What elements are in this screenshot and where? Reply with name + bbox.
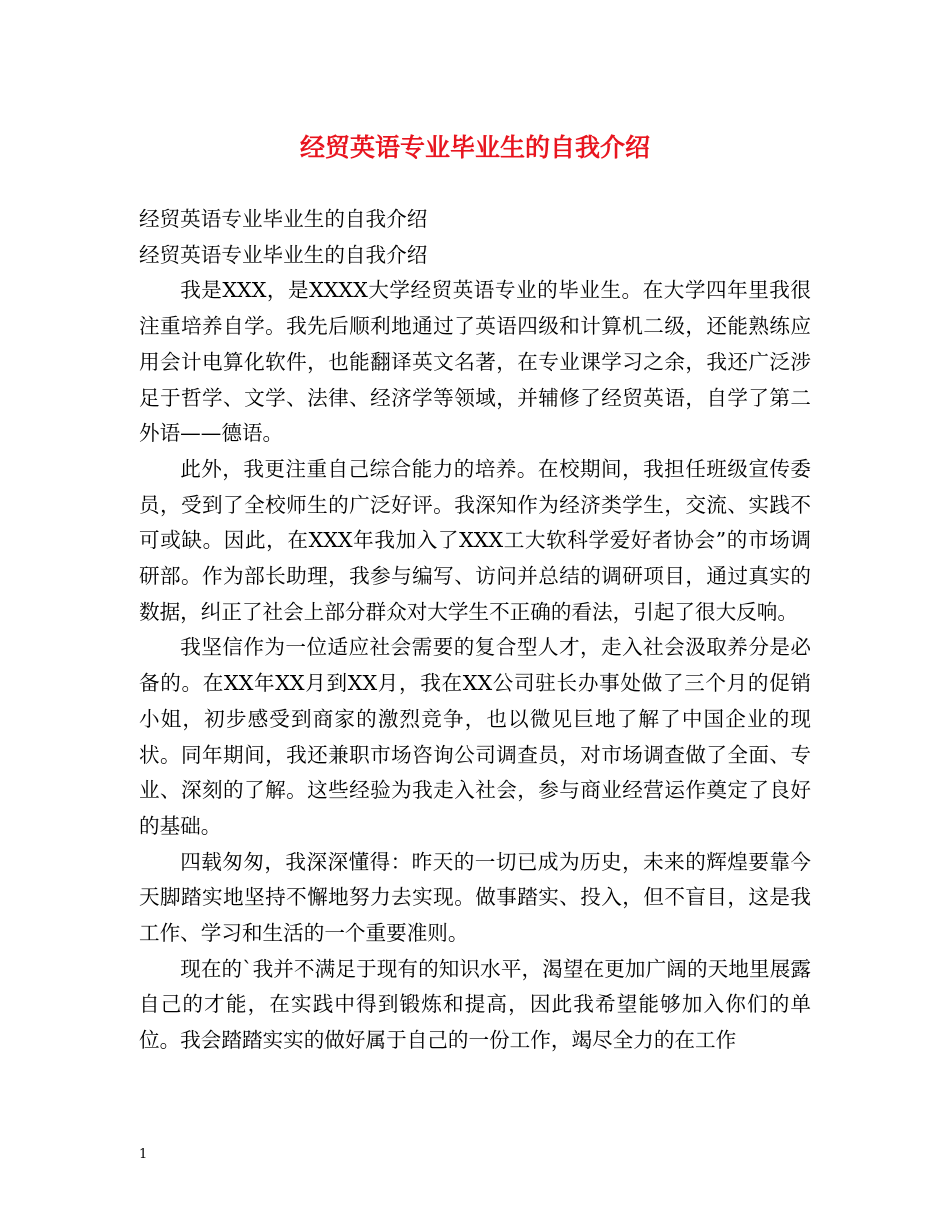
paragraph-abilities: 此外，我更注重自己综合能力的培养。在校期间，我担任班级宣传委员，受到了全校师生的广泛好评。我深知作为经济类学生，交流、实践不可或缺。因此，在XXX年我加入了XXX工大软科学爱好者协会”的市场调研部。作为部长助理，我参与编写、访问并总结的调研项目，通过真实的数据，纠正了社会上部分群众对大学生不正确的看法，引起了很大反响。 [139, 456, 811, 624]
subtitle-line: 经贸英语专业毕业生的自我介绍 [139, 207, 428, 231]
document-body [139, 202, 811, 1059]
paragraph-education: 我是XXX，是XXXX大学经贸英语专业的毕业生。在大学四年里我很注重培养自学。我先后顺利地通过了英语四级和计算机二级，还能熟练应用会计电算化软件，也能翻译英文名著，在专业课学习之余，我还广泛涉足于哲学、文学、法律、经济学等领域，并辅修了经贸英语，自学了第二外语——德语。 [139, 278, 811, 446]
paragraph-principles: 四载匆匆，我深深懂得：昨天的一切已成为历史，未来的辉煌要靠今天脚踏实地坚持不懈地努力去实现。做事踏实、投入，但不盲目，这是我工作、学习和生活的一个重要准则。 [139, 849, 811, 946]
page-number: 1 [139, 1147, 148, 1162]
document-title: 经贸英语专业毕业生的自我介绍 [299, 133, 650, 162]
paragraph-experience: 我坚信作为一位适应社会需要的复合型人才，走入社会汲取养分是必备的。在XX年XX月到XX月，我在XX公司驻长办事处做了三个月的促销小姐，初步感受到商家的激烈竞争，也以微见巨地了解了中国企业的现状。同年期间，我还兼职市场咨询公司调查员，对市场调查做了全面、专业、深刻的了解。这些经验为我走入社会，参与商业经营运作奠定了良好的基础。 [139, 635, 811, 838]
subtitle-line: 经贸英语专业毕业生的自我介绍 [139, 242, 428, 267]
paragraph-aspiration: 现在的`我并不满足于现有的知识水平，渴望在更加广阔的天地里展露自己的才能，在实践中得到锻炼和提高，因此我希望能够加入你们的单位。我会踏踏实实的做好属于自己的一份工作，竭尽全力的在工作 [139, 956, 811, 1053]
